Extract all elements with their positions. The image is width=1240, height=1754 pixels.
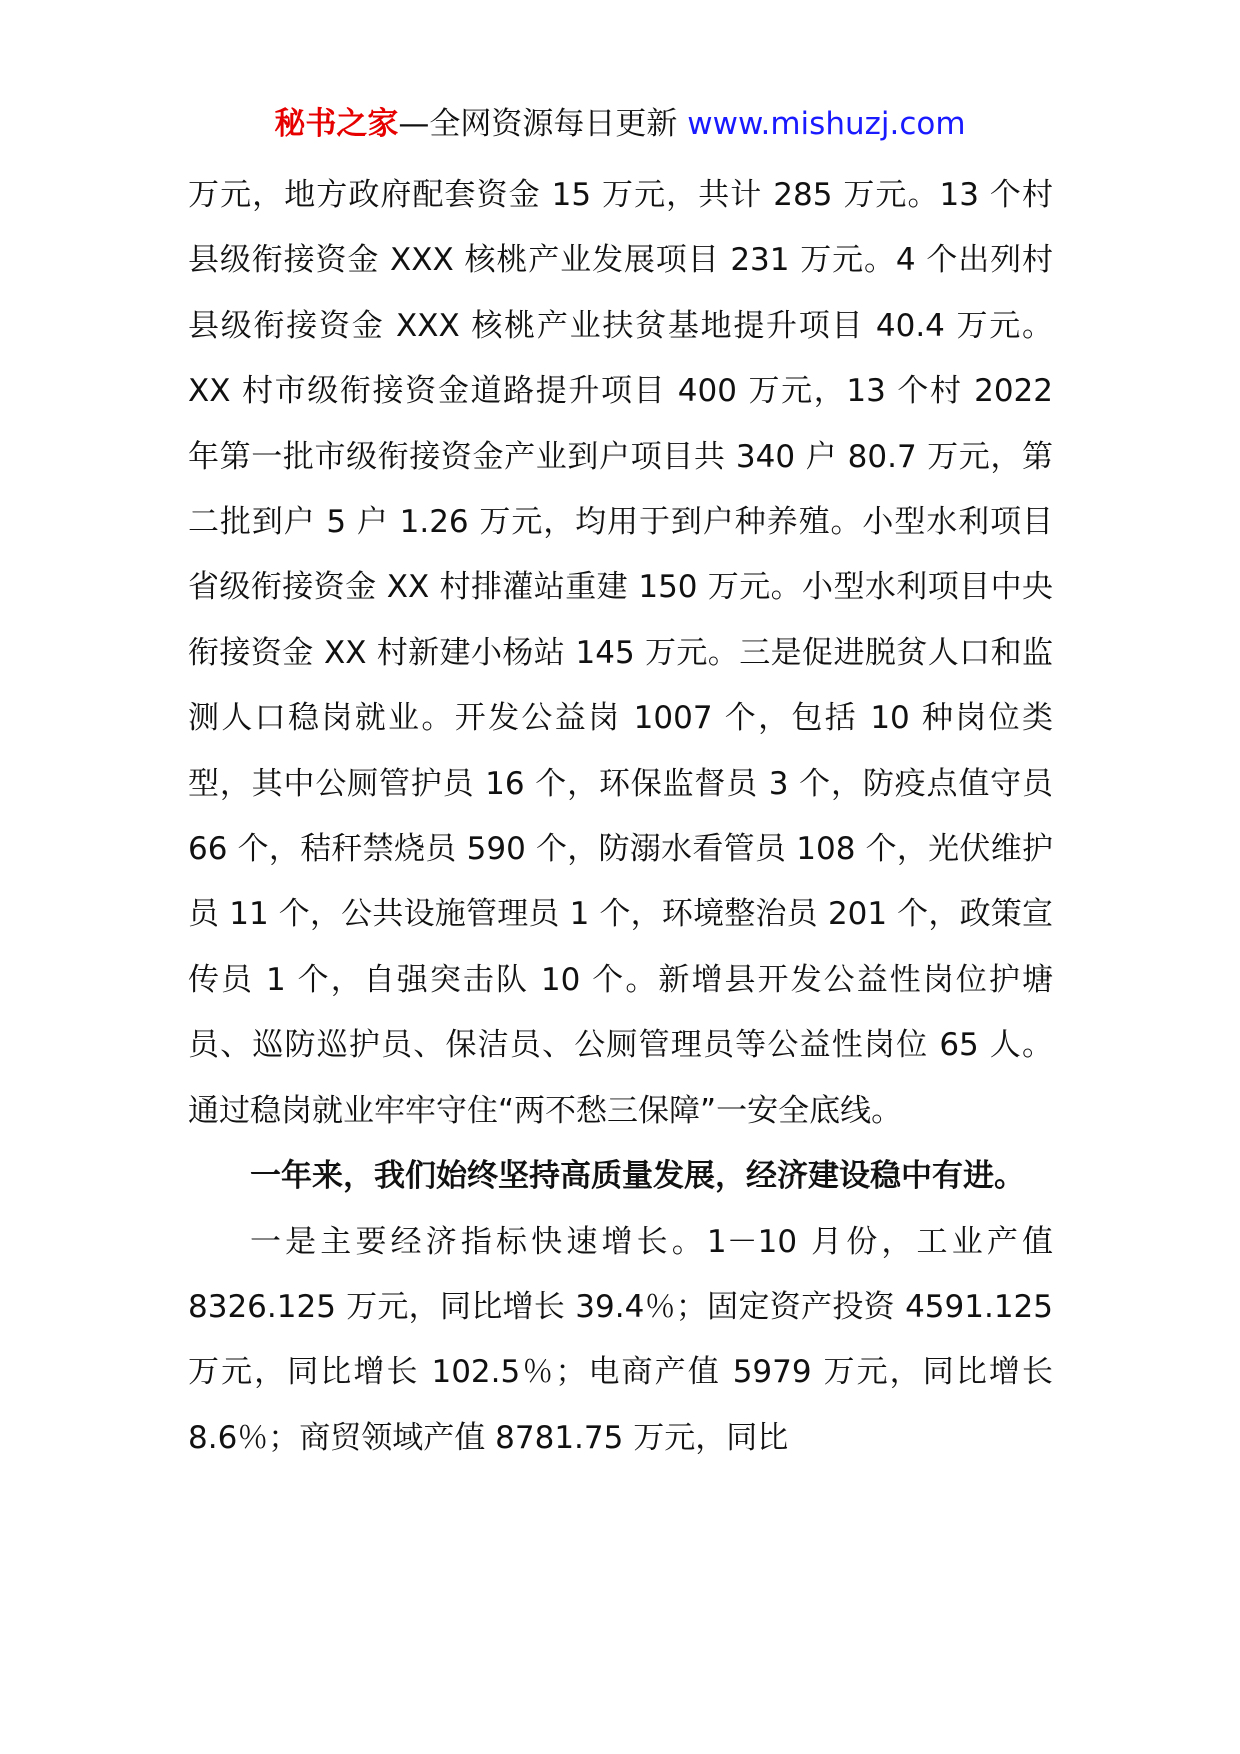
page-header: [0, 104, 1240, 144]
paragraph-economic-indicators: 一是主要经济指标快速增长。1－10 月份，工业产值 8326.125 万元，同比增长 39.4％；固定资产投资 4591.125 万元，同比增长 102.5％；电商产值 5979 万元，同比增长 8.6％；商贸领域产值 8781.75 万元，同比: [188, 1223, 1053, 1456]
header-url-link[interactable]: www.mishuzj.com: [687, 106, 966, 142]
section-heading: 一年来，我们始终坚持高质量发展，经济建设稳中有进。: [250, 1158, 1025, 1195]
header-brand: 秘书之家: [274, 106, 399, 142]
header-tagline: —全网资源每日更新: [398, 106, 688, 142]
document-body: [188, 163, 1053, 1471]
paragraph-continuation: 万元，地方政府配套资金 15 万元，共计 285 万元。13 个村县级衔接资金 XXX 核桃产业发展项目 231 万元。4 个出列村县级衔接资金 XXX 核桃产业扶贫基地提升项目 40.4 万元。XX 村市级衔接资金道路提升项目 400 万元，13 个村 2022 年第一批市级衔接资金产业到户项目共 340 户 80.7 万元，第二批到户 5 户 1.26 万元，均用于到户种养殖。小型水利项目省级衔接资金 XX 村排灌站重建 150 万元。小型水利项目中央衔接资金 XX 村新建小杨站 145 万元。三是促进脱贫人口和监测人口稳岗就业。开发公益岗 1007 个，包括 10 种岗位类型，其中公厕管护员 16 个，环保监督员 3 个，防疫点值守员 66 个，秸秆禁烧员 590 个，防溺水看管员 108 个，光伏维护员 11 个，公共设施管理员 1 个，环境整治员 201 个，政策宣传员 1 个，自强突击队 10 个。新增县开发公益性岗位护塘员、巡防巡护员、保洁员、公厕管理员等公益性岗位 65 人。通过稳岗就业牢牢守住“两不愁三保障”一安全底线。: [188, 177, 1053, 1129]
